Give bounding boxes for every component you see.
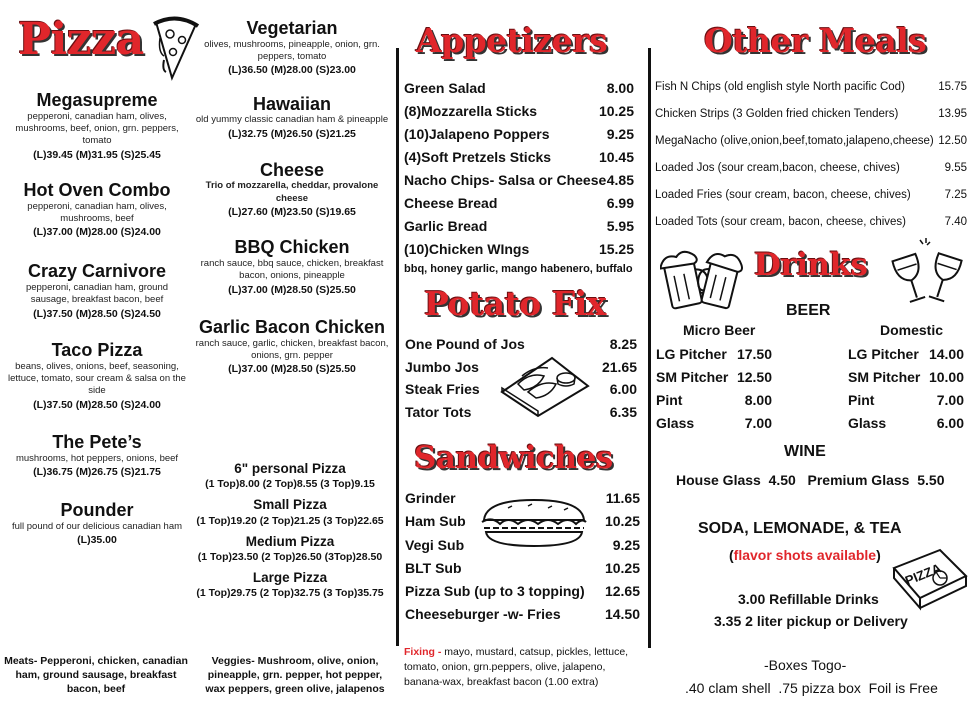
- pizza-slice-icon: [146, 12, 200, 82]
- fixings-label: Fixing -: [404, 646, 442, 658]
- sandwich-row-price: 10.25: [604, 513, 640, 530]
- pizza-size-name: Small Pizza: [253, 497, 327, 513]
- flavor-shots-text: flavor shots available: [733, 547, 877, 563]
- sandwich-row-price: 12.65: [604, 583, 640, 600]
- meal-row-price: 15.75: [938, 81, 967, 93]
- drinks-title: Drinks: [754, 247, 868, 283]
- sandwiches-title: Sandwiches: [414, 440, 613, 476]
- domestic-beer-row-name: SM Pitcher: [848, 369, 921, 385]
- meal-row: [655, 155, 967, 182]
- meal-row: [655, 74, 967, 101]
- pizza-name: Crazy Carnivore: [27, 261, 167, 282]
- appetizers-title: Appetizers: [416, 21, 608, 60]
- pizza-desc: ranch sauce, garlic, chicken, breakfast bacon, onions, grn. pepper: [195, 337, 389, 361]
- pizza-item: [6, 90, 188, 162]
- sandwich-row-price: 11.65: [605, 490, 640, 506]
- wine-glasses-icon: [886, 236, 970, 308]
- potato-row-name: Jumbo Jos: [405, 358, 479, 375]
- pizza-box-label: PIZZA: [902, 560, 944, 589]
- appetizer-row-price: 4.85: [606, 172, 634, 188]
- pizza-title: Pizza: [18, 14, 144, 65]
- soda-title: SODA, LEMONADE, & TEA: [698, 520, 902, 537]
- pizza-desc: pepperoni, canadian ham, olives, mushrooms, beef, onion, grn. peppers, tomato: [15, 110, 179, 147]
- pizza-price: (L)32.75 (M)26.50 (S)21.25: [228, 127, 356, 140]
- domestic-beer-row-name: Pint: [848, 392, 875, 408]
- pizza-item: [194, 160, 390, 220]
- sandwich-row-name: Cheeseburger -w- Fries: [405, 606, 561, 623]
- micro-beer-title: Micro Beer: [683, 322, 756, 338]
- appetizer-row-name: (8)Mozzarella Sticks: [404, 103, 538, 119]
- domestic-beer-row-price: 10.00: [928, 369, 964, 385]
- appetizer-row: [404, 146, 634, 169]
- divider-left: [396, 48, 399, 646]
- appetizer-row-price: 5.95: [606, 218, 634, 234]
- domestic-beer-row-price: 6.00: [936, 415, 964, 431]
- pizza-size-price: (1 Top)19.20 (2 Top)21.25 (3 Top)22.65: [196, 514, 384, 527]
- pizza-size-price: (1 Top)29.75 (2 Top)32.75 (3 Top)35.75: [196, 587, 384, 600]
- pizza-size-item: [190, 570, 390, 600]
- sandwich-row-name: Grinder: [405, 490, 456, 506]
- appetizer-row: [404, 100, 634, 123]
- pizza-item: [6, 432, 188, 479]
- pizza-list-right: [194, 18, 390, 376]
- pizza-name: Megasupreme: [36, 90, 158, 110]
- appetizers-list: [404, 77, 634, 261]
- appetizer-row-price: 10.45: [598, 149, 634, 165]
- appetizer-row: [404, 192, 634, 215]
- pizza-item: [6, 261, 188, 321]
- pizza-price: (L)27.60 (M)23.50 (S)19.65: [228, 206, 356, 219]
- pizza-desc: full pound of our delicious canadian ham: [11, 520, 183, 532]
- domestic-beer-row-price: 14.00: [928, 346, 964, 362]
- sandwich-icon: [478, 494, 590, 552]
- micro-beer-row-name: LG Pitcher: [656, 346, 727, 362]
- meal-row-price: 13.95: [938, 108, 967, 120]
- micro-beer-row: [656, 389, 772, 412]
- pizza-size-name: 6" personal Pizza: [234, 461, 346, 476]
- sandwich-row-price: 9.25: [612, 536, 640, 553]
- sandwich-row-price: 10.25: [604, 559, 640, 576]
- pizza-item: [194, 18, 390, 78]
- sandwich-row: [405, 603, 640, 626]
- pizza-desc: olives, mushrooms, pineapple, onion, grn. peppers, tomato: [204, 38, 380, 63]
- two-liter: 3.35 2 liter pickup or Delivery: [714, 613, 908, 629]
- potato-row-name: Tator Tots: [405, 403, 472, 420]
- sandwich-row-name: BLT Sub: [405, 559, 462, 576]
- potato-row-name: One Pound of Jos: [405, 336, 525, 352]
- potato-row-price: 8.25: [609, 336, 637, 352]
- sandwich-row-name: Vegi Sub: [405, 536, 465, 553]
- other-meals-title: Other Meals: [704, 21, 927, 60]
- pizza-name: Hot Oven Combo: [23, 179, 171, 200]
- pizza-size-item: [190, 534, 390, 564]
- pizza-price: (L)37.50 (M)28.50 (S)24.00: [33, 398, 161, 411]
- potato-row-name: Steak Fries: [405, 381, 480, 397]
- domestic-beer-row: [848, 343, 964, 366]
- meal-row: [655, 101, 967, 128]
- pizza-box-icon: [890, 544, 970, 614]
- micro-beer-row-price: 17.50: [736, 346, 772, 362]
- micro-beer-row: [656, 343, 772, 366]
- wings-sauce-note: bbq, honey garlic, mango habenero, buffalo: [404, 263, 633, 275]
- pizza-size-price: (1 Top)8.00 (2 Top)8.55 (3 Top)9.15: [205, 478, 375, 491]
- pizza-sizes: [190, 461, 390, 606]
- potato-fix-title: Potato Fix: [424, 284, 606, 323]
- sandwich-row: [405, 557, 640, 580]
- appetizer-row-price: 6.99: [606, 195, 634, 211]
- pizza-desc: pepperoni, canadian ham, ground sausage, breakfast bacon, beef: [25, 282, 169, 306]
- divider-right: [648, 48, 651, 648]
- domestic-beer-row-price: 7.00: [936, 392, 964, 408]
- pizza-item: [194, 317, 390, 377]
- domestic-beer-row: [848, 412, 964, 435]
- appetizer-row: [404, 77, 634, 100]
- domestic-beer-row: [848, 366, 964, 389]
- pizza-name: Cheese: [259, 159, 325, 180]
- pizza-price: (L)37.00 (M)28.50 (S)25.50: [228, 283, 356, 296]
- micro-beer-row-price: 8.00: [744, 392, 772, 408]
- pizza-size-name: Large Pizza: [252, 570, 328, 586]
- sandwich-row: [405, 580, 640, 603]
- sandwich-row-name: Pizza Sub (up to 3 topping): [405, 583, 585, 600]
- appetizer-row: [404, 123, 634, 146]
- meal-row-price: 7.40: [944, 216, 967, 228]
- micro-beer-row-price: 12.50: [736, 369, 772, 385]
- flavor-shots-note: (flavor shots available): [729, 547, 881, 563]
- pizza-price: (L)37.00 (M)28.50 (S)25.50: [228, 363, 356, 376]
- domestic-beer-row-name: LG Pitcher: [848, 346, 919, 362]
- pizza-desc: Trio of mozzarella, cheddar, provalone cheese: [205, 180, 379, 204]
- meal-row-price: 12.50: [938, 135, 967, 147]
- pizza-price: (L)37.50 (M)28.50 (S)24.50: [33, 307, 161, 320]
- potato-row-price: 6.35: [609, 403, 637, 420]
- meal-row-name: Loaded Jos (sour cream,bacon, cheese, chives): [655, 162, 900, 174]
- pizza-desc: pepperoni, canadian ham, olives, mushrooms, beef: [27, 200, 167, 224]
- micro-beer-row-name: Pint: [656, 392, 683, 408]
- micro-beer-list: [656, 343, 772, 435]
- fries-board-icon: [498, 348, 590, 418]
- beer-title: BEER: [786, 302, 831, 319]
- domestic-beer-row: [848, 389, 964, 412]
- meal-row-name: MegaNacho (olive,onion,beef,tomato,jalapeno,cheese): [655, 135, 934, 147]
- potato-row-price: 6.00: [609, 381, 637, 397]
- micro-beer-row: [656, 412, 772, 435]
- meats-note: Meats- Pepperoni, chicken, canadian ham, ground sausage, breakfast bacon, beef: [4, 655, 188, 696]
- meal-row-price: 7.25: [944, 189, 967, 201]
- appetizer-row-price: 15.25: [598, 241, 634, 257]
- boxes-title: -Boxes Togo-: [764, 657, 847, 673]
- pizza-desc: old yummy classic canadian ham & pineapple: [195, 114, 389, 126]
- pizza-price: (L)39.45 (M)31.95 (S)25.45: [33, 148, 161, 161]
- sandwich-row-price: 14.50: [604, 606, 640, 623]
- meal-row-price: 9.55: [944, 162, 967, 174]
- pizza-name: Garlic Bacon Chicken: [198, 316, 386, 337]
- appetizer-row-name: (10)Chicken WIngs: [404, 241, 530, 257]
- pizza-price: (L)35.00: [77, 534, 117, 547]
- pizza-item: [194, 94, 390, 141]
- domestic-beer-row-name: Glass: [848, 415, 887, 431]
- pizza-name: Vegetarian: [246, 18, 338, 38]
- appetizer-row: [404, 169, 634, 192]
- pizza-size-name: Medium Pizza: [245, 533, 335, 549]
- appetizer-row-name: (4)Soft Pretzels Sticks: [404, 149, 552, 165]
- pizza-item: [194, 237, 390, 297]
- appetizer-row-name: Nacho Chips- Salsa or Cheese: [404, 172, 607, 188]
- pizza-desc: mushrooms, hot peppers, onions, beef: [15, 452, 179, 464]
- pizza-name: Pounder: [60, 500, 134, 521]
- domestic-title: Domestic: [880, 322, 944, 338]
- micro-beer-row: [656, 366, 772, 389]
- meal-row: [655, 128, 967, 155]
- pizza-name: Taco Pizza: [51, 339, 143, 360]
- pizza-desc: beans, olives, onions, beef, seasoning, lettuce, tomato, sour cream & salsa on the side: [8, 360, 186, 397]
- veggies-note: Veggies- Mushroom, olive, onion, pineapple, grn. pepper, hot pepper, wax peppers, green olive, jalapenos: [205, 655, 385, 696]
- pizza-price: (L)37.00 (M)28.00 (S)24.00: [33, 226, 161, 239]
- meal-row-name: Chicken Strips (3 Golden fried chicken Tenders): [655, 108, 899, 120]
- pizza-size-item: [190, 497, 390, 527]
- potato-row-price: 21.65: [601, 358, 637, 375]
- appetizer-row: [404, 215, 634, 238]
- pizza-item: [6, 340, 188, 412]
- pizza-price: (L)36.50 (M)28.00 (S)23.00: [228, 64, 356, 77]
- micro-beer-row-name: Glass: [656, 415, 695, 431]
- beer-mugs-icon: [660, 240, 746, 320]
- refill-drinks: 3.00 Refillable Drinks: [738, 591, 879, 607]
- appetizer-row-name: (10)Jalapeno Poppers: [404, 126, 550, 142]
- pizza-desc: ranch sauce, bbq sauce, chicken, breakfast bacon, onions, pineapple: [200, 257, 384, 282]
- meal-row: [655, 209, 967, 236]
- pizza-name: Hawaiian: [252, 93, 332, 114]
- fixings-note: [404, 645, 640, 691]
- meal-row-name: Fish N Chips (old english style North pacific Cod): [655, 81, 905, 93]
- micro-beer-row-price: 7.00: [744, 415, 772, 431]
- appetizer-row-name: Garlic Bread: [404, 218, 488, 234]
- pizza-size-item: [190, 461, 390, 491]
- meal-row: [655, 182, 967, 209]
- other-meals-list: [655, 74, 967, 236]
- micro-beer-row-name: SM Pitcher: [656, 369, 729, 385]
- appetizer-row-name: Green Salad: [404, 80, 486, 96]
- meal-row-name: Loaded Fries (sour cream, bacon, cheese, chives): [655, 189, 911, 201]
- pizza-name: The Pete’s: [52, 431, 142, 452]
- pizza-price: (L)36.75 (M)26.75 (S)21.75: [33, 465, 161, 478]
- fixings-text: mayo, mustard, catsup, pickles, lettuce, tomato, onion, grn.peppers, olive, jalapeno, banana-wax, breakfast bacon (1.00 extra): [404, 646, 629, 689]
- pizza-name: BBQ Chicken: [234, 237, 350, 258]
- pizza-item: [6, 500, 188, 547]
- wine-prices: House Glass 4.50 Premium Glass 5.50: [676, 472, 945, 488]
- domestic-beer-list: [848, 343, 964, 435]
- wine-title: WINE: [784, 443, 826, 460]
- appetizer-row-price: 9.25: [606, 126, 634, 142]
- pizza-size-price: (1 Top)23.50 (2 Top)26.50 (3Top)28.50: [197, 550, 383, 563]
- boxes-prices: .40 clam shell .75 pizza box Foil is Free: [685, 680, 938, 696]
- appetizer-row-price: 8.00: [606, 80, 634, 96]
- appetizer-row-name: Cheese Bread: [404, 195, 498, 211]
- meal-row-name: Loaded Tots (sour cream, bacon, cheese, chives): [655, 216, 907, 228]
- appetizer-row: [404, 238, 634, 261]
- appetizer-row-price: 10.25: [598, 103, 634, 119]
- pizza-list-left: [6, 90, 188, 547]
- pizza-item: [6, 180, 188, 240]
- sandwich-row-name: Ham Sub: [405, 513, 466, 530]
